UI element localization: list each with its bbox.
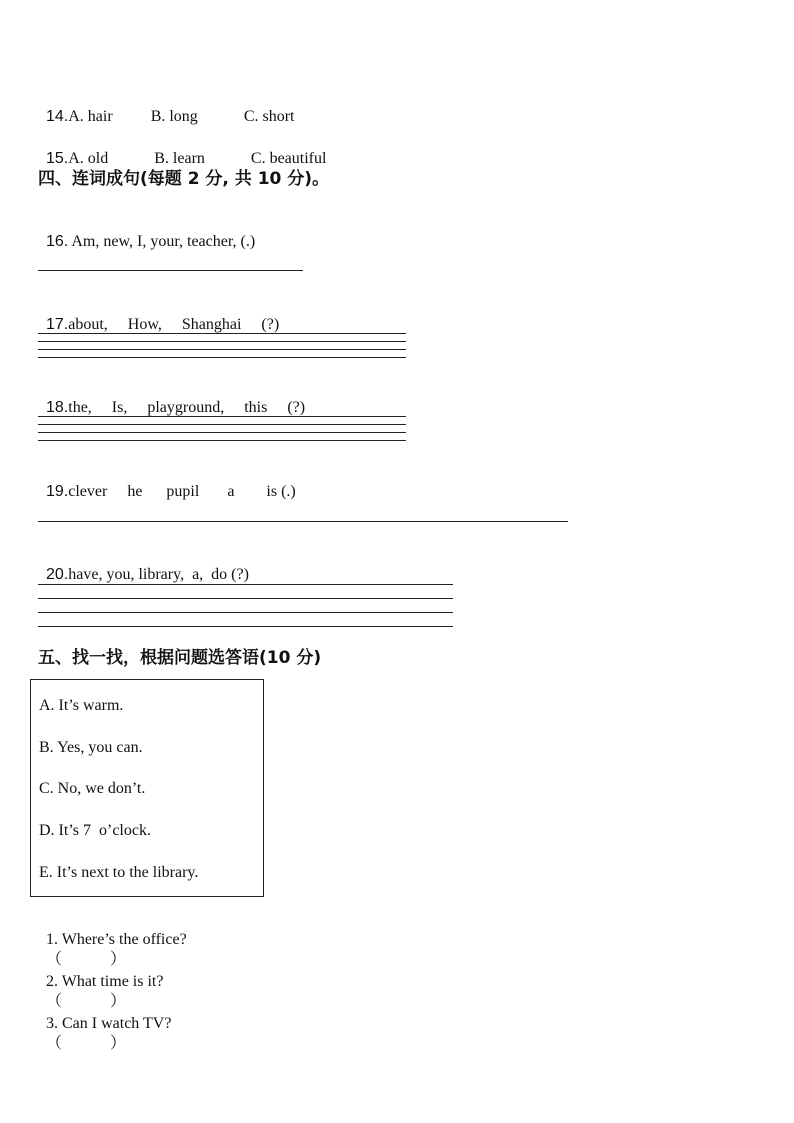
option-b: B. Yes, you can.: [39, 739, 143, 756]
option-b: B. learn: [154, 150, 205, 167]
question-18: [38, 378, 305, 418]
question-number: 20.: [46, 566, 69, 583]
writing-line: [38, 612, 453, 613]
open-bracket: （: [46, 951, 63, 968]
question-20: [38, 545, 249, 585]
writing-line: [38, 341, 406, 342]
answer-line: [38, 270, 303, 271]
close-bracket: ）: [110, 1035, 127, 1052]
option-d: D. It’s 7 o’clock.: [39, 822, 151, 839]
question-text: clever he pupil a is (.): [68, 483, 296, 500]
section-5-heading: 五、找一找，根据问题选答语(10 分): [38, 648, 322, 668]
match-question-3: [38, 994, 171, 1054]
question-15: [38, 129, 326, 169]
question-number: 16.: [46, 233, 69, 250]
question-text: the, Is, playground, this (?): [68, 399, 306, 416]
question-number: 15.: [46, 150, 69, 167]
writing-line: [38, 349, 406, 350]
option-a: A. hair: [68, 108, 113, 125]
question-number: 18.: [46, 399, 69, 416]
writing-line: [38, 333, 406, 334]
open-bracket: （: [46, 1035, 63, 1052]
writing-line: [38, 416, 406, 417]
writing-line: [38, 440, 406, 441]
close-bracket: ）: [110, 993, 127, 1010]
answer-line: [38, 521, 568, 522]
option-c: C. beautiful: [250, 150, 327, 167]
question-14: [38, 87, 294, 127]
writing-line: [38, 626, 453, 627]
option-c: C. short: [243, 108, 295, 125]
writing-line: [38, 598, 453, 599]
question-text: have, you, library, a, do (?): [68, 566, 249, 583]
option-a: A. old: [68, 150, 109, 167]
close-bracket: ）: [110, 951, 127, 968]
writing-line: [38, 584, 453, 585]
question-16: [38, 212, 255, 252]
option-c: C. No, we don’t.: [39, 780, 146, 797]
writing-line: [38, 357, 406, 358]
option-e: E. It’s next to the library.: [39, 864, 199, 881]
open-bracket: （: [46, 993, 63, 1010]
question-number: 17.: [46, 316, 69, 333]
question-number: 14.: [46, 108, 69, 125]
question-text: 3. Can I watch TV?: [46, 1015, 172, 1032]
option-a: A. It’s warm.: [39, 697, 124, 714]
writing-line: [38, 424, 406, 425]
option-b: B. long: [150, 108, 198, 125]
question-19: [38, 462, 296, 502]
writing-line: [38, 432, 406, 433]
question-17: [38, 295, 279, 335]
question-text: Am, new, I, your, teacher, (.): [68, 233, 256, 250]
question-text: 1. Where’s the office?: [46, 931, 187, 948]
section-4-heading: 四、连词成句(每题 2 分, 共 10 分)。: [38, 169, 330, 189]
question-number: 19.: [46, 483, 69, 500]
question-text: about, How, Shanghai (?): [68, 316, 280, 333]
question-text: 2. What time is it?: [46, 973, 164, 990]
answer-options-box: [30, 679, 264, 897]
